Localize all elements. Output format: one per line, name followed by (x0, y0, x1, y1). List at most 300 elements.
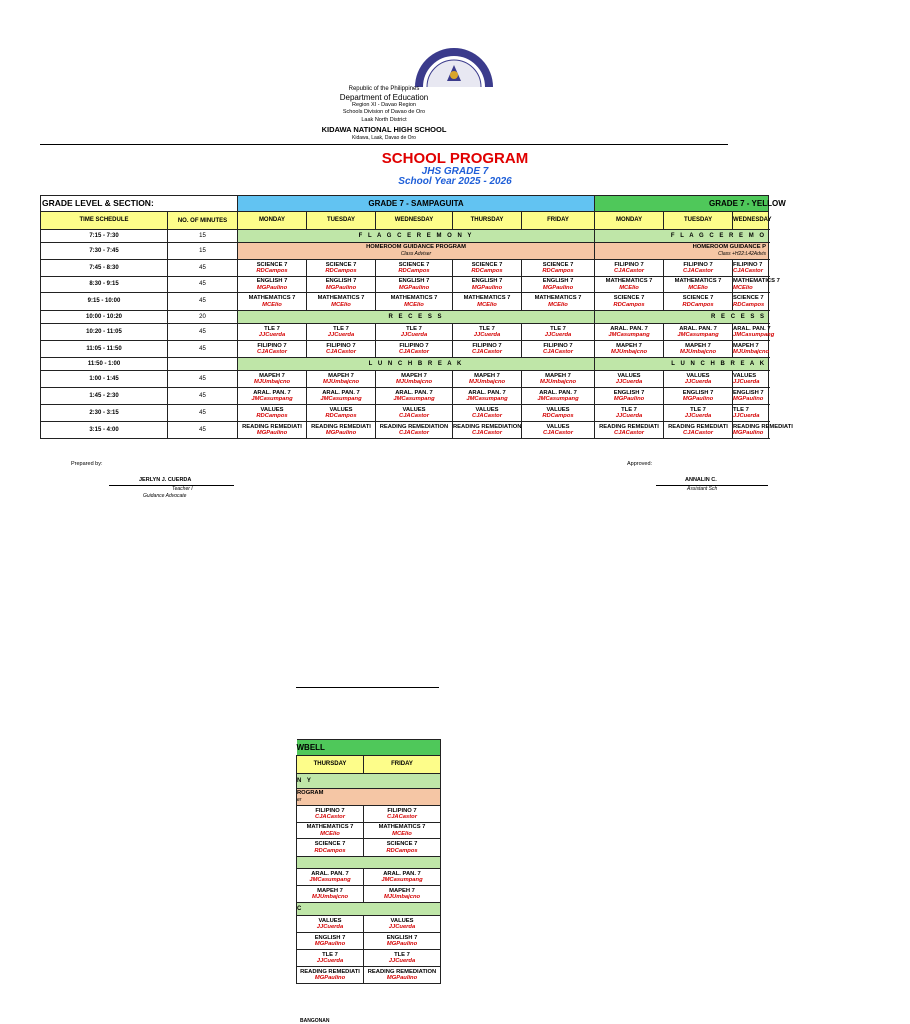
teacher-name: CJACastor (614, 268, 644, 274)
subject-name: MAPEH 7 (685, 342, 711, 349)
subject-name: READING REMEDIATION (379, 423, 449, 430)
class-cell (364, 916, 441, 933)
day-header: FRIDAY (522, 212, 595, 230)
header-region: Region XI - Davao Region (352, 102, 416, 108)
class-cell (453, 422, 522, 439)
teacher-name: JMCasumpang (251, 396, 293, 402)
class-cell (238, 388, 307, 405)
subject-name: MAPEH 7 (545, 372, 571, 379)
class-cell (733, 293, 769, 311)
subject-name: MAPEH 7 (259, 372, 285, 379)
subject-name: ARAL. PAN. 7 (679, 325, 717, 332)
day-header: THURSDAY (453, 212, 522, 230)
teacher-name: MCElio (392, 830, 412, 837)
teacher-name: RDCampos (314, 847, 346, 854)
table-row (41, 371, 769, 388)
subject-name: FILIPINO 7 (472, 342, 502, 349)
homeroom-sub: Class Adviser (400, 250, 432, 257)
table-row (297, 950, 441, 967)
teacher-name: JJCuerda (258, 332, 286, 338)
subject-name: ENGLISH 7 (733, 389, 764, 396)
class-cell (297, 869, 364, 886)
subject-name: TLE 7 (333, 325, 349, 332)
subject-name: READING REMEDIATI (733, 423, 793, 430)
minutes-cell: 45 (168, 371, 238, 388)
teacher-name: JMCasumpang (381, 877, 423, 883)
teacher-name: MGPaulino (386, 975, 418, 981)
subject-name: VALUES (546, 406, 570, 413)
table-row (41, 311, 769, 324)
teacher-name: MCElio (548, 301, 568, 308)
teacher-name: MJUmbajcno (311, 894, 349, 900)
subject-name: MAPEH 7 (328, 372, 354, 379)
subject-name: VALUES (390, 917, 414, 924)
teacher-name: CJACastor (472, 430, 502, 436)
minutes-cell: 45 (168, 405, 238, 422)
class-cell (297, 823, 364, 839)
subject-name: MAPEH 7 (389, 887, 415, 894)
prepared-name: JERLYN J. CUERDA (139, 477, 192, 483)
header-republic: Republic of the Philippines (348, 86, 420, 92)
teacher-name: MGPaulino (325, 284, 357, 291)
teacher-name: RDCampos (613, 301, 645, 308)
teacher-name: MGPaulino (256, 430, 288, 436)
subject-name: MAPEH 7 (733, 342, 759, 349)
time-cell: 3:15 - 4:00 (41, 422, 168, 439)
teacher-name: RDCampos (325, 268, 357, 274)
subject-name: SCIENCE 7 (471, 261, 503, 268)
subject-name: VALUES (686, 372, 710, 379)
teacher-name: JJCuerda (316, 924, 344, 930)
teacher-name: RDCampos (256, 413, 288, 419)
class-cell (733, 371, 769, 388)
subject-name: TLE 7 (322, 951, 338, 958)
subject-name: READING REMEDIATI (599, 423, 659, 430)
subject-name: VALUES (617, 372, 641, 379)
teacher-name: CJACastor (733, 268, 763, 274)
subject-name: VALUES (733, 372, 757, 379)
class-cell (376, 293, 453, 311)
class-cell (307, 324, 376, 341)
subject-name: FILIPINO 7 (257, 342, 287, 349)
teacher-name: JJCuerda (316, 958, 344, 964)
teacher-name: MJUmbajcno (253, 379, 291, 385)
class-cell (595, 293, 664, 311)
teacher-name: JJCuerda (400, 332, 428, 338)
table-row (297, 886, 441, 903)
subject-name: ARAL. PAN. 7 (322, 389, 360, 396)
class-cell (595, 371, 664, 388)
section-header-yellowbell: GRADE 7 - YELLOW (595, 196, 769, 212)
subject-name: SCIENCE 7 (398, 261, 430, 268)
subject-name: MATHEMATICS 7 (605, 278, 653, 284)
class-cell (297, 806, 364, 823)
table-row (41, 422, 769, 439)
break-band: C (297, 903, 441, 916)
header-divider (40, 144, 728, 145)
teacher-name: MGPaulino (314, 941, 346, 947)
subject-name: TLE 7 (621, 406, 637, 413)
teacher-name: CJACastor (472, 413, 502, 419)
col-header-minutes: NO. OF MINUTES (168, 212, 238, 230)
teacher-name: JJCuerda (473, 332, 501, 338)
class-cell (307, 260, 376, 277)
teacher-name: JMCasumpang (608, 332, 650, 338)
table-row (41, 277, 769, 293)
class-cell (238, 324, 307, 341)
teacher-name: MCElio (733, 284, 753, 291)
class-cell (733, 422, 793, 439)
subject-name: MATHEMATICS 7 (674, 278, 722, 284)
teacher-name: JMCasumpang (677, 332, 719, 338)
class-cell (733, 324, 775, 341)
class-cell (733, 405, 769, 422)
teacher-name: RDCampos (542, 268, 574, 274)
break-band (297, 857, 441, 869)
signatory-name-fragment: BANGONAN (300, 1018, 330, 1024)
teacher-name: JMCasumpang (466, 396, 508, 402)
subject-name: TLE 7 (550, 325, 566, 332)
class-cell (238, 422, 307, 439)
teacher-name: CJACastor (315, 814, 345, 820)
subject-name: FILIPINO 7 (315, 807, 345, 814)
subject-name: VALUES (260, 406, 284, 413)
subject-name: FILIPINO 7 (387, 807, 417, 814)
break-band: R E C E S S (238, 311, 595, 324)
section-header-sampaguita: GRADE 7 - SAMPAGUITA (238, 196, 595, 212)
homeroom-label: ROGRAM (297, 790, 324, 797)
teacher-name: CJACastor (326, 349, 356, 355)
subject-name: READING REMEDIATI (668, 423, 728, 430)
teacher-name: RDCampos (471, 268, 503, 274)
class-cell (453, 388, 522, 405)
approved-position: Assistant Sch (687, 486, 718, 492)
class-cell (733, 260, 769, 277)
class-cell (376, 324, 453, 341)
teacher-name: CJACastor (543, 349, 573, 355)
subject-name: SCIENCE 7 (386, 841, 418, 847)
minutes-cell: 45 (168, 293, 238, 311)
subject-name: READING REMEDIATION (367, 968, 437, 975)
subject-name: ARAL. PAN. 7 (539, 389, 577, 396)
time-cell: 10:20 - 11:05 (41, 324, 168, 341)
minutes-cell: 20 (168, 311, 238, 324)
homeroom-band (238, 243, 595, 260)
class-cell (364, 823, 441, 839)
teacher-name: RDCampos (256, 268, 288, 274)
teacher-name: JJCuerda (733, 379, 760, 385)
subject-name: TLE 7 (479, 325, 495, 332)
table-row (41, 405, 769, 422)
subject-name: VALUES (475, 406, 499, 413)
table-row (297, 933, 441, 950)
teacher-name: JJCuerda (733, 413, 760, 419)
class-cell (453, 341, 522, 358)
teacher-name: JJCuerda (388, 958, 416, 964)
teacher-name: RDCampos (398, 268, 430, 274)
class-cell (522, 293, 595, 311)
break-band: R E C E S S (595, 311, 769, 324)
table-row (41, 293, 769, 311)
subject-name: FILIPINO 7 (614, 261, 644, 268)
subject-name: TLE 7 (394, 951, 410, 958)
teacher-name: MJUmbajcno (539, 379, 577, 385)
class-cell (376, 371, 453, 388)
teacher-name: MJUmbajcno (395, 379, 433, 385)
minutes-cell: 45 (168, 260, 238, 277)
class-cell (297, 967, 364, 984)
subject-name: TLE 7 (690, 406, 706, 413)
teacher-name: CJACastor (683, 430, 713, 436)
class-cell (364, 806, 441, 823)
day-header: WEDNESDAY (376, 212, 453, 230)
subject-name: ENGLISH 7 (314, 934, 346, 941)
class-cell (297, 950, 364, 967)
class-cell (522, 388, 595, 405)
teacher-name: CJACastor (387, 814, 417, 820)
break-band: L U N C H B R E A K (595, 358, 769, 371)
teacher-name: MGPaulino (682, 396, 714, 402)
homeroom-sub: er (297, 796, 302, 803)
subject-name: ARAL. PAN. 7 (733, 325, 771, 332)
teacher-name: CJACastor (399, 430, 429, 436)
class-cell (376, 341, 453, 358)
teacher-name: MGPaulino (256, 284, 288, 291)
class-cell (522, 260, 595, 277)
teacher-name: RDCampos (386, 847, 418, 854)
subject-name: MAPEH 7 (474, 372, 500, 379)
table-row (297, 903, 441, 916)
table-row (41, 260, 769, 277)
class-cell (664, 405, 733, 422)
teacher-name: MGPaulino (542, 284, 574, 291)
prepared-label: Prepared by: (71, 461, 103, 467)
class-cell (522, 324, 595, 341)
subject-name: MATHEMATICS 7 (317, 295, 365, 301)
class-cell (733, 341, 769, 358)
subject-name: ENGLISH 7 (471, 278, 503, 284)
class-cell (238, 341, 307, 358)
class-cell (376, 422, 453, 439)
subject-name: SCIENCE 7 (613, 295, 645, 301)
deped-seal-logo (411, 47, 497, 89)
teacher-name: JJCuerda (684, 413, 712, 419)
subject-name: ENGLISH 7 (325, 278, 357, 284)
header-division: Schools Division of Davao de Oro (342, 109, 426, 115)
subject-name: VALUES (546, 423, 570, 430)
teacher-name: RDCampos (325, 413, 357, 419)
subject-name: SCIENCE 7 (682, 295, 714, 301)
flag-ceremony-band: F L A G C E R E M O (595, 230, 769, 243)
class-cell (364, 950, 441, 967)
time-cell: 2:30 - 3:15 (41, 405, 168, 422)
time-cell: 1:00 - 1:45 (41, 371, 168, 388)
class-cell (664, 422, 733, 439)
table-row (41, 341, 769, 358)
class-cell (595, 277, 664, 293)
teacher-name: JMCasumpang (537, 396, 579, 402)
table-row (41, 388, 769, 405)
minutes-cell: 45 (168, 324, 238, 341)
approved-name: ANNALIN C. (685, 477, 717, 483)
class-cell (297, 839, 364, 857)
class-cell (307, 422, 376, 439)
time-cell: 9:15 - 10:00 (41, 293, 168, 311)
minutes-cell: 45 (168, 341, 238, 358)
teacher-name: JMCasumpang (393, 396, 435, 402)
minutes-cell: 15 (168, 230, 238, 243)
class-cell (595, 405, 664, 422)
school-year: School Year 2025 - 2026 (398, 176, 512, 187)
teacher-name: MJUmbajcno (679, 349, 717, 355)
class-cell (522, 341, 595, 358)
subject-name: ENGLISH 7 (542, 278, 574, 284)
subject-name: FILIPINO 7 (326, 342, 356, 349)
section-label: GRADE LEVEL & SECTION: (41, 196, 238, 212)
subject-name: ENGLISH 7 (613, 389, 645, 396)
break-band: L U N C H B R E A K (238, 358, 595, 371)
subject-name: READING REMEDIATI (311, 423, 371, 430)
homeroom-label: HOMEROOM GUIDANCE P (692, 244, 767, 251)
teacher-name: RDCampos (733, 301, 765, 308)
teacher-name: JJCuerda (544, 332, 572, 338)
subject-name: MATHEMATICS 7 (390, 295, 438, 301)
day-header: TUESDAY (307, 212, 376, 230)
class-cell (364, 869, 441, 886)
class-cell (364, 967, 441, 984)
class-cell (364, 886, 441, 903)
class-cell (595, 324, 664, 341)
teacher-name: MGPaulino (471, 284, 503, 291)
teacher-name: MJUmbajcno (383, 894, 421, 900)
class-cell (595, 260, 664, 277)
subject-name: MAPEH 7 (616, 342, 642, 349)
class-cell (664, 324, 733, 341)
subject-name: MAPEH 7 (401, 372, 427, 379)
subject-name: ARAL. PAN. 7 (253, 389, 291, 396)
teacher-name: CJACastor (257, 349, 287, 355)
class-cell (307, 341, 376, 358)
teacher-name: MCElio (262, 301, 282, 308)
subject-name: SCIENCE 7 (733, 295, 764, 301)
subject-name: VALUES (329, 406, 353, 413)
class-cell (376, 260, 453, 277)
subject-name: SCIENCE 7 (256, 261, 288, 268)
class-cell (522, 371, 595, 388)
time-cell: 7:30 - 7:45 (41, 243, 168, 260)
teacher-name: JMCasumpang (733, 332, 775, 338)
subject-name: FILIPINO 7 (399, 342, 429, 349)
subject-name: ENGLISH 7 (682, 389, 714, 396)
subject-name: FILIPINO 7 (683, 261, 713, 268)
subject-name: MATHEMATICS 7 (248, 295, 296, 301)
teacher-name: MJUmbajcno (733, 349, 770, 355)
teacher-name: RDCampos (542, 413, 574, 419)
class-cell (297, 916, 364, 933)
col-header-time: TIME SCHEDULE (41, 212, 168, 230)
class-cell (238, 405, 307, 422)
class-cell (364, 933, 441, 950)
class-cell (297, 886, 364, 903)
teacher-name: MGPaulino (314, 975, 346, 981)
flag-ceremony-band: F L A G C E R E M O N Y (238, 230, 595, 243)
class-cell (307, 293, 376, 311)
header-district: Laak North District (361, 117, 407, 123)
class-cell (453, 371, 522, 388)
teacher-name: MJUmbajcno (610, 349, 648, 355)
class-cell (522, 422, 595, 439)
header-school: KIDAWA NATIONAL HIGH SCHOOL (321, 125, 447, 134)
subject-name: SCIENCE 7 (325, 261, 357, 268)
subject-name: READING REMEDIATI (242, 423, 302, 430)
teacher-name: MCElio (404, 301, 424, 308)
class-cell (522, 277, 595, 293)
table-row (297, 806, 441, 823)
minutes-cell: 45 (168, 422, 238, 439)
class-cell (595, 388, 664, 405)
table-row (297, 869, 441, 886)
teacher-name: CJACastor (614, 430, 644, 436)
teacher-name: JJCuerda (388, 924, 416, 930)
teacher-name: RDCampos (682, 301, 714, 308)
class-cell (453, 277, 522, 293)
class-cell (664, 293, 733, 311)
class-cell (664, 341, 733, 358)
teacher-name: JJCuerda (684, 379, 712, 385)
class-cell (297, 933, 364, 950)
table-row (297, 857, 441, 869)
class-cell (522, 405, 595, 422)
teacher-name: JJCuerda (615, 379, 643, 385)
class-cell (307, 277, 376, 293)
day-header: TUESDAY (664, 212, 733, 230)
class-cell (238, 293, 307, 311)
subject-name: VALUES (402, 406, 426, 413)
header-address: Kidawa, Laak, Davao de Oro (352, 135, 416, 141)
class-cell (238, 371, 307, 388)
table-row (41, 324, 769, 341)
time-cell: 11:50 - 1:00 (41, 358, 168, 371)
teacher-name: MCElio (477, 301, 497, 308)
minutes-cell: 45 (168, 388, 238, 405)
class-cell (238, 277, 307, 293)
subject-name: ARAL. PAN. 7 (610, 325, 648, 332)
teacher-name: MCElio (331, 301, 351, 308)
subject-name: ENGLISH 7 (398, 278, 430, 284)
day-header: FRIDAY (364, 756, 441, 774)
day-header: MONDAY (595, 212, 664, 230)
class-cell (376, 405, 453, 422)
table-row (297, 823, 441, 839)
header-department: Department of Education (339, 93, 429, 102)
subject-name: MAPEH 7 (317, 887, 343, 894)
subject-name: VALUES (318, 917, 342, 924)
subject-name: SCIENCE 7 (314, 841, 346, 847)
time-cell: 8:30 - 9:15 (41, 277, 168, 293)
teacher-name: CJACastor (399, 413, 429, 419)
table-row (297, 967, 441, 984)
teacher-name: MGPaulino (733, 396, 764, 402)
teacher-name: CJACastor (472, 349, 502, 355)
subject-name: ARAL. PAN. 7 (311, 870, 349, 877)
teacher-name: MGPaulino (386, 941, 418, 947)
prepared-position: Teacher I (172, 486, 193, 492)
time-cell: 7:15 - 7:30 (41, 230, 168, 243)
class-cell (664, 371, 733, 388)
day-header: MONDAY (238, 212, 307, 230)
subject-name: FILIPINO 7 (733, 261, 763, 268)
class-cell (664, 388, 733, 405)
